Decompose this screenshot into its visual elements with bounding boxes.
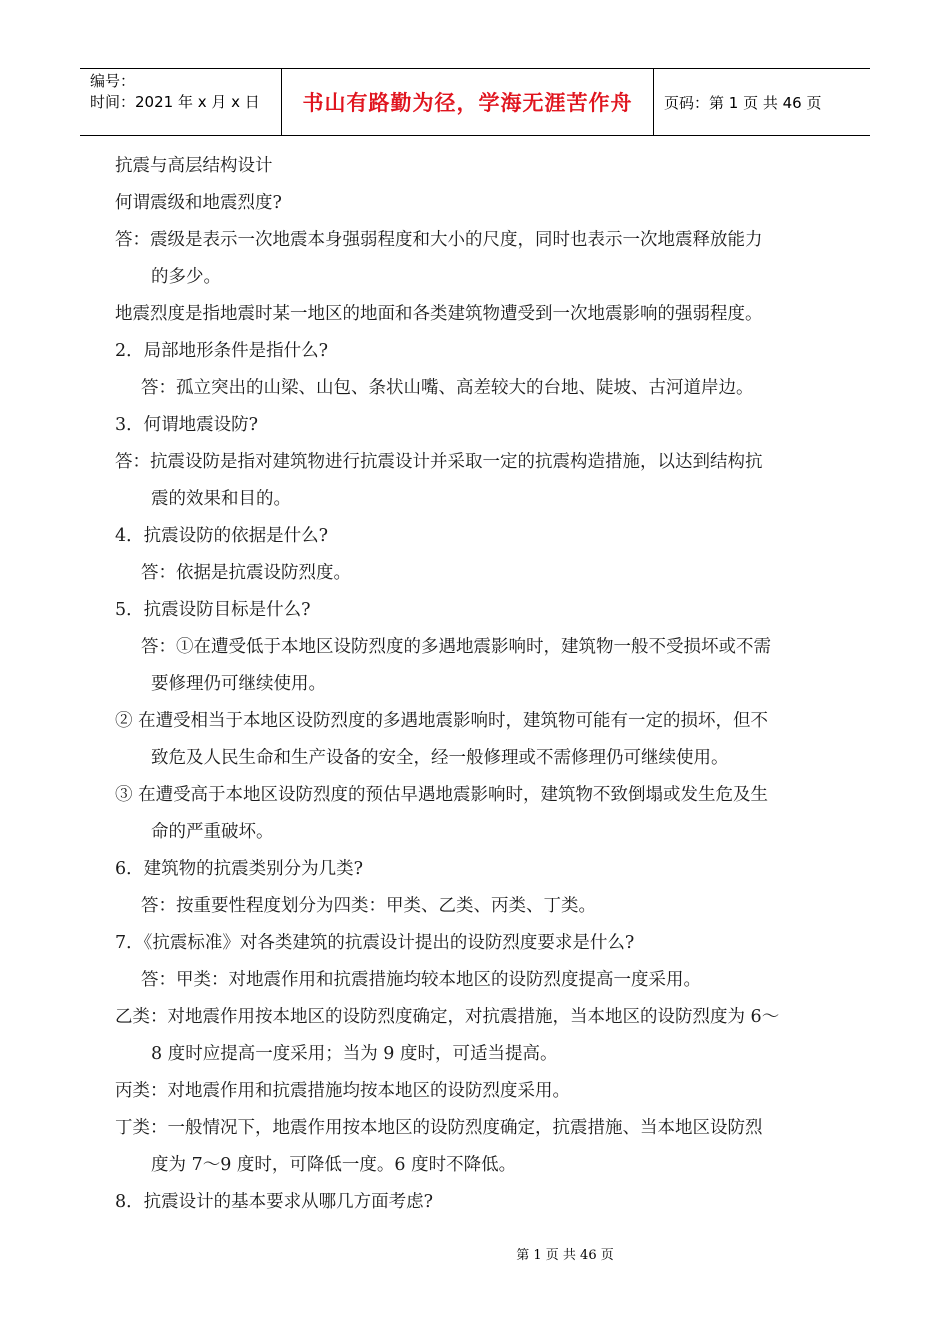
motto-text: 书山有路勤为径，学海无涯苦作舟	[302, 91, 633, 115]
time-label: 时间：2021 年 x 月 x 日	[90, 93, 260, 111]
question-line: 4．抗震设防的依据是什么?	[115, 526, 329, 546]
question-line: 5．抗震设防目标是什么?	[115, 600, 311, 620]
question-line: 8．抗震设计的基本要求从哪几方面考虑?	[115, 1192, 434, 1212]
answer-continued: 要修理仍可继续使用。	[151, 674, 326, 694]
answer-line: 答：甲类：对地震作用和抗震措施均较本地区的设防烈度提高一度采用。	[141, 970, 701, 990]
paragraph-line: 地震烈度是指地震时某一地区的地面和各类建筑物遭受到一次地震影响的强弱程度。	[115, 304, 763, 324]
answer-item: ③ 在遭受高于本地区设防烈度的预估早遇地震影响时，建筑物不致倒塌或发生危及生	[115, 785, 769, 805]
motto-cell	[282, 69, 654, 135]
answer-item: 丁类：一般情况下，地震作用按本地区的设防烈度确定，抗震措施、当本地区设防烈	[115, 1118, 763, 1138]
question-line: 何谓震级和地震烈度?	[115, 193, 282, 213]
answer-line: 答：依据是抗震设防烈度。	[141, 563, 351, 583]
answer-continued: 致危及人民生命和生产设备的安全，经一般修理或不需修理仍可继续使用。	[151, 748, 729, 768]
answer-continued: 8 度时应提高一度采用；当为 9 度时，可适当提高。	[151, 1044, 558, 1064]
answer-line: 答：抗震设防是指对建筑物进行抗震设计并采取一定的抗震构造措施，以达到结构抗	[115, 452, 763, 472]
answer-continued: 的多少。	[151, 267, 221, 287]
answer-line: 答：震级是表示一次地震本身强弱程度和大小的尺度，同时也表示一次地震释放能力	[115, 230, 763, 250]
page-footer: 第 1 页 共 46 页	[516, 1248, 614, 1263]
answer-line: 答：按重要性程度划分为四类：甲类、乙类、丙类、丁类。	[141, 896, 596, 916]
page-info-text: 页码：第 1 页 共 46 页	[664, 93, 822, 112]
question-line: 7．《抗震标准》对各类建筑的抗震设计提出的设防烈度要求是什么?	[115, 933, 635, 953]
page-info-cell	[654, 69, 870, 135]
question-line: 2．局部地形条件是指什么?	[115, 341, 329, 361]
answer-line: 答：孤立突出的山梁、山包、条状山嘴、高差较大的台地、陡坡、古河道岸边。	[141, 378, 754, 398]
doc-title: 抗震与高层结构设计	[115, 156, 273, 176]
header-meta-cell	[80, 69, 282, 135]
question-line: 6．建筑物的抗震类别分为几类?	[115, 859, 364, 879]
answer-continued: 度为 7～9 度时，可降低一度。6 度时不降低。	[151, 1155, 517, 1175]
answer-item: 丙类：对地震作用和抗震措施均按本地区的设防烈度采用。	[115, 1081, 570, 1101]
question-line: 3．何谓地震设防?	[115, 415, 259, 435]
answer-continued: 震的效果和目的。	[151, 489, 291, 509]
header-table	[80, 68, 870, 136]
answer-item: 乙类：对地震作用按本地区的设防烈度确定，对抗震措施，当本地区的设防烈度为 6～	[115, 1007, 780, 1027]
number-label: 编号：	[90, 72, 136, 90]
answer-line: 答：①在遭受低于本地区设防烈度的多遇地震影响时，建筑物一般不受损坏或不需	[141, 637, 771, 657]
answer-item: ② 在遭受相当于本地区设防烈度的多遇地震影响时，建筑物可能有一定的损坏，但不	[115, 711, 769, 731]
answer-continued: 命的严重破坏。	[151, 822, 274, 842]
